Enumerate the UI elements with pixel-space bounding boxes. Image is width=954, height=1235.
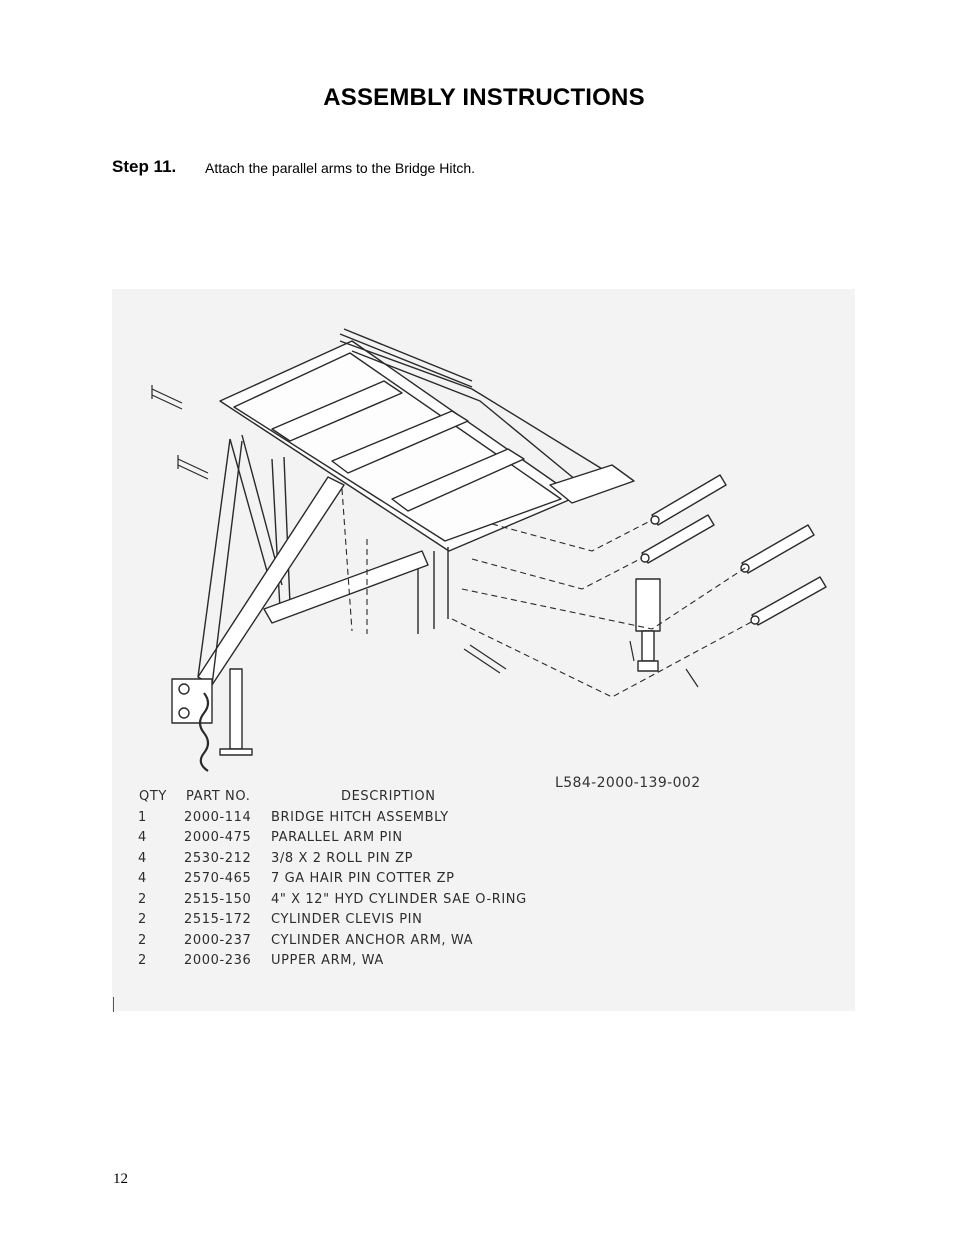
qty-cell: 2 — [138, 953, 147, 968]
part-no-cell: 2515-172 — [184, 912, 252, 927]
diagonal-brace — [198, 477, 344, 685]
part-no-cell: 2515-150 — [184, 891, 252, 907]
parallel-arms — [641, 475, 826, 625]
qty-cell: 1 — [138, 809, 147, 825]
description-cell: CYLINDER CLEVIS PIN — [271, 912, 423, 927]
part-no-cell: 2000-237 — [184, 932, 252, 948]
pins-lower — [464, 641, 698, 687]
qty-cell: 2 — [138, 891, 147, 907]
description-cell: UPPER ARM, WA — [271, 953, 384, 968]
description-cell: PARALLEL ARM PIN — [271, 830, 403, 845]
upright-left — [230, 439, 272, 589]
part-no-cell: 2000-114 — [184, 809, 252, 825]
hitch-plate — [172, 679, 212, 723]
drawing-number: L584-2000-139-002 — [555, 775, 701, 791]
step-label: Step 11. — [112, 157, 177, 176]
part-no-cell: 2530-212 — [184, 850, 252, 866]
qty-cell: 4 — [138, 830, 147, 845]
jack-stand — [230, 669, 242, 749]
description-cell: 4" X 12" HYD CYLINDER SAE O-RING — [271, 891, 527, 907]
qty-cell: 4 — [138, 850, 147, 866]
pins-left — [152, 385, 208, 479]
part-no-cell: 2000-236 — [184, 953, 252, 968]
part-no-cell: 2000-475 — [184, 830, 252, 845]
description-cell: 3/8 X 2 ROLL PIN ZP — [271, 850, 414, 866]
qty-cell: 4 — [138, 871, 147, 886]
step-instruction: Attach the parallel arms to the Bridge Hitch. — [205, 160, 476, 176]
description-cell: BRIDGE HITCH ASSEMBLY — [271, 809, 449, 825]
qty-cell: 2 — [138, 912, 147, 927]
header-part-no: PART NO. — [186, 789, 251, 804]
page-title: ASSEMBLY INSTRUCTIONS — [323, 84, 645, 111]
page-number: 12 — [113, 1171, 128, 1187]
margin-mark — [113, 997, 114, 1012]
qty-cell: 2 — [138, 932, 147, 948]
description-cell: CYLINDER ANCHOR ARM, WA — [271, 932, 474, 948]
hydraulic-cylinder — [636, 579, 660, 671]
assembly-diagram — [112, 289, 855, 1011]
part-no-cell: 2570-465 — [184, 871, 252, 886]
description-cell: 7 GA HAIR PIN COTTER ZP — [271, 871, 455, 886]
header-description: DESCRIPTION — [341, 789, 436, 804]
header-qty: QTY — [139, 789, 167, 804]
